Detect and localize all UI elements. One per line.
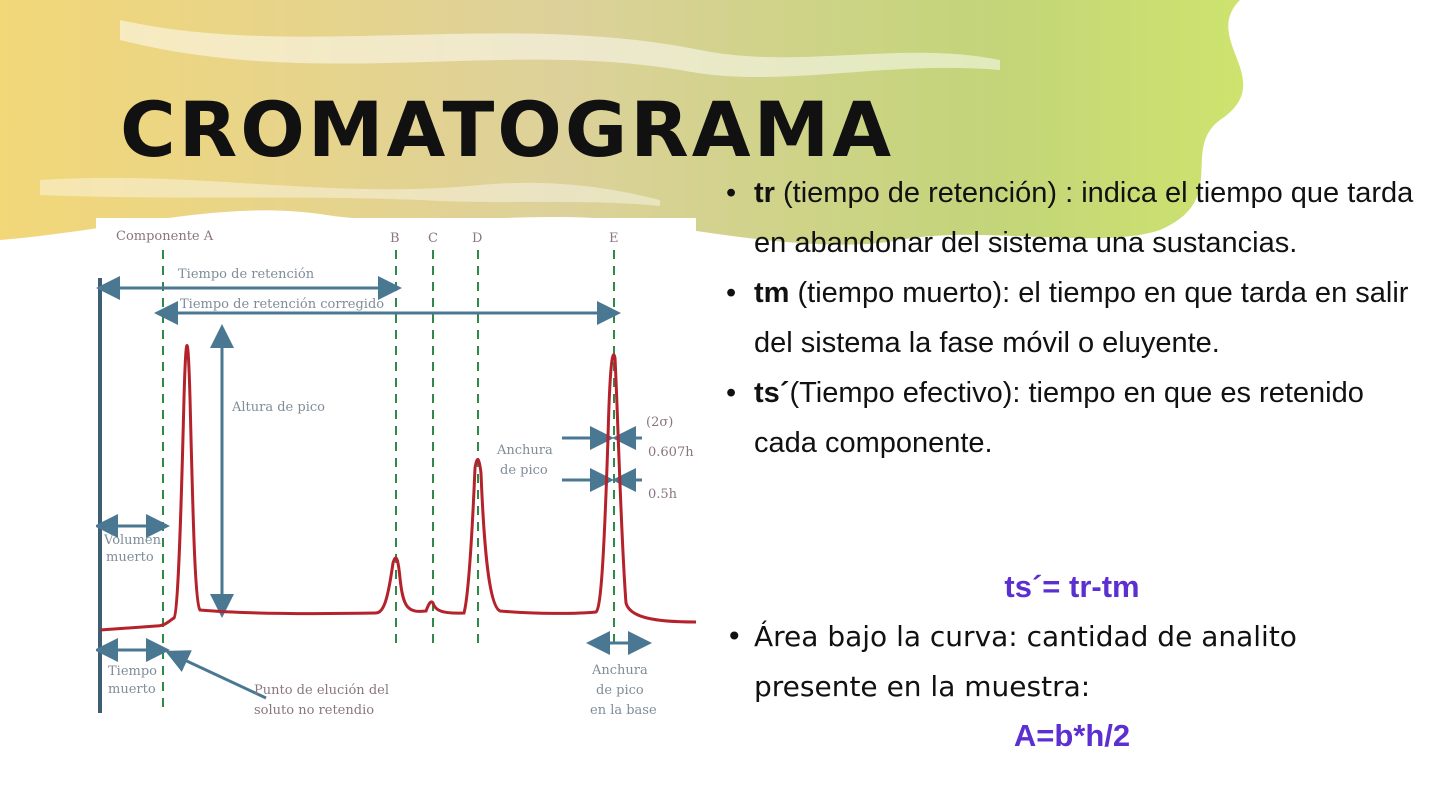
definition-ts: (Tiempo efectivo): tiempo en que es retenido cada componente.	[754, 377, 1364, 459]
definitions-list	[726, 168, 1416, 468]
bullet-area	[726, 612, 1416, 712]
base-width-label-1: Anchura	[592, 663, 648, 678]
bullet-dot: •	[726, 177, 737, 209]
peak-e-label: E	[609, 231, 619, 246]
bullet-dot: •	[726, 377, 737, 409]
definition-tm: (tiempo muerto): el tiempo en que tarda en salir del sistema la fase móvil o eluyente.	[754, 277, 1409, 359]
bullet-tr	[726, 168, 1416, 268]
base-width-label-2: de pico	[596, 683, 644, 698]
peak-c-label: C	[428, 231, 438, 246]
bullet-ts	[726, 368, 1416, 468]
term-ts: ts´	[754, 377, 790, 409]
peak-width-label-1: Anchura	[497, 443, 553, 458]
base-width-label-3: en la base	[590, 703, 657, 718]
dead-volume-label-2: muerto	[106, 550, 154, 565]
definition-tr: (tiempo de retención) : indica el tiempo que tarda en abandonar del sistema una sustancias.	[754, 177, 1414, 259]
bullet-dot: •	[726, 277, 737, 309]
peak-d-label: D	[472, 231, 483, 246]
h05-label: 0.5h	[648, 487, 678, 502]
term-tr: tr	[754, 177, 775, 209]
h0607-label: 0.607h	[648, 445, 694, 460]
peak-b-label: B	[390, 231, 400, 246]
peak-width-label-2: de pico	[500, 463, 548, 478]
corrected-retention-label: Tiempo de retención corregido	[180, 297, 385, 312]
definitions-list-2	[726, 612, 1416, 712]
bullet-tm	[726, 268, 1416, 368]
term-tm: tm	[754, 277, 790, 309]
dead-volume-label-1: Volumen	[104, 533, 161, 548]
dead-time-label-1: Tiempo	[108, 664, 157, 679]
sigma-label: (2σ)	[646, 415, 674, 430]
dead-time-label-2: muerto	[108, 682, 156, 697]
formula-ts: ts´= tr-tm	[1004, 569, 1140, 604]
elution-point-arrow	[176, 656, 266, 698]
formula-area: A=b*h/2	[1013, 718, 1131, 753]
chromatogram-curve	[100, 346, 696, 631]
chromatogram-svg	[96, 218, 696, 718]
bullet-dot: •	[726, 620, 743, 653]
peak-height-label: Altura de pico	[232, 400, 325, 415]
retention-time-label: Tiempo de retención	[178, 267, 315, 282]
elution-point-label-1: Punto de elución del	[254, 683, 389, 698]
component-a-label: Componente A	[116, 229, 214, 244]
elution-point-label-2: soluto no retendio	[254, 703, 375, 718]
slide-title: CROMATOGRAMA	[120, 85, 895, 174]
definition-area: Área bajo la curva: cantidad de analito presente en la muestra:	[754, 620, 1297, 703]
chromatogram-figure	[96, 218, 696, 718]
